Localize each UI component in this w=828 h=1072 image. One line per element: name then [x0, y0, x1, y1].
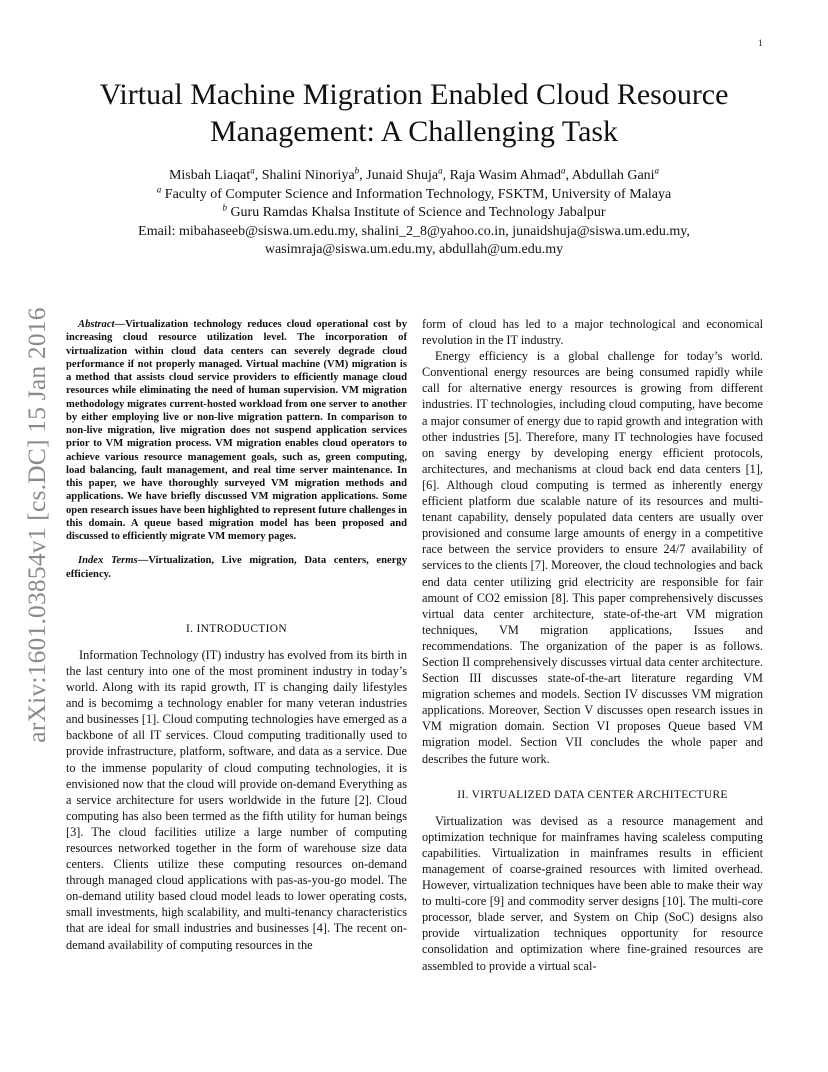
arxiv-identifier [22, 290, 52, 760]
index-terms [66, 554, 407, 581]
title-line-2: Management: A Challenging Task [209, 115, 619, 148]
author-block [70, 167, 758, 260]
index-terms-label: Index Terms [78, 555, 138, 567]
abstract [66, 318, 407, 543]
section-heading-introduction: I. INTRODUCTION [186, 622, 287, 635]
abstract-text: —Virtualization technology reduces cloud operational cost by increasing cloud resource utilization level. The incorporation of virtualization within cloud data centers can severely degrade cloud performance if not properly managed. Virtual machine (VM) migration is a method that assists cloud service providers to efficiently manage cloud resources while eliminating the need of human supervision. VM migration methodology migrates current-hosted workload from one server to another by either employing live or non-live migration pattern. In comparison to non-live migration, live migration does not suspend application services prior to VM migration process. VM migration enables cloud operators to achieve various resource management goals, such as, green computing, load balancing, fault management, and real time server maintenance. In this paper, we have thoroughly surveyed VM migration methods and applications. We have briefly discussed VM migration applications. Some open research issues have been highlighted to represent future challenges in this domain. A queue based migration model has been proposed and discussed to efficiently migrate VM memory pages. [66, 319, 407, 542]
index-terms-text: —Virtualization, Live migration, Data centers, energy efficiency. [66, 555, 407, 580]
affiliation-a: $^a$ Faculty of Computer Science and Information Technology, FSKTM, University of Malaya [156, 183, 672, 202]
affiliation-b: $^b$ Guru Ramdas Khalsa Institute of Science and Technology Jabalpur [222, 202, 606, 220]
intro-paragraph-1: Information Technology (IT) industry has evolved from its birth in the last century into one of the most prominent industry in today’s world. Along with its rapid growth, IT is changing daily lifestyles and is becomimg a technology enabler for many veteran industries and businesses [1]. Cloud computing technologies have emerged as a backbone of all IT services. Cloud computing traditionally used to provide infrastructure, platform, software, and data as a service. Due to the immense popularity of cloud computing technologies, it is envisioned now that the cloud will provide on-demand Everything as a service architecture for users worldwide in the future [2]. Cloud computing has also been termed as the fifth utility for human beings [3]. The cloud facilities utilize a large number of computing resources networked together in the form of warehouse size data centers. Clients utilize these computing resources on-demand through managed cloud applications with pas-as-you-go model. The on-demand utility based cloud model leads to lower operating costs, small investments, high scalability, and multi-tenancy characteristics that are ideal for small industries and businesses [4]. The recent on-demand availability of computing resources in the [66, 647, 407, 952]
intro-paragraph-1-continued: form of cloud has led to a major technological and economical revolution in the IT industry. [422, 317, 763, 348]
right-column [422, 316, 763, 974]
arxiv-identifier-text: arXiv:1601.03854v1 [cs.DC] 15 Jan 2016 [22, 307, 51, 743]
abstract-label: Abstract [78, 319, 115, 330]
email-line-2: wasimraja@siswa.um.edu.my, abdullah@um.edu.my [264, 242, 564, 257]
intro-paragraph-2: Energy efficiency is a global challenge for today’s world. Conventional energy resources are being consumed rapidly while call for alternative energy resources is growing from different industries. IT technologies, including cloud computing, have become a major consumer of energy due to rapid growth and integration with other industries [5]. Therefore, many IT technologies have focused on saving energy by developing energy efficient protocols, architectures, and mechanisms at cloud back end data centers [1], [6]. Although cloud computing is termed as inherently energy efficient platform due scalable nature of its resources and multi-tenant capability, densely populated data centers are usually over provisioned and consume large amounts of energy in a competitive race between the service providers to ensure 24/7 availability of services to the clients [7]. Moreover, the cloud technologies and back end data center utilizing grid electricity are responsible for fair amount of CO2 emission [8]. This paper comprehensively discusses virtual data center architecture, state-of-the-art VM migration techniques, VM migration applications, Issues and recommendations. The organization of the paper is as follows. Section II comprehensively discusses virtual data center architecture. Section III discusses state-of-the-art literature regarding VM migration schemes and models. Section IV discusses VM migration applications. Moreover, Section V discusses open research issues in VM migration domain. Section VI proposes Queue based VM migration model. Section VII concludes the whole paper and describes the future work. [422, 349, 763, 766]
email-line-1: Email: mibahaseeb@siswa.um.edu.my, shalini_2_8@yahoo.co.in, junaidshuja@siswa.um.edu.my, [138, 223, 690, 239]
left-column [66, 318, 407, 953]
title-line-1: Virtual Machine Migration Enabled Cloud Resource [99, 78, 729, 111]
section-heading-virtualized-dc: II. VIRTUALIZED DATA CENTER ARCHITECTURE [457, 788, 728, 801]
paper-title [50, 76, 778, 150]
page-number: 1 [758, 38, 763, 48]
author-names: Misbah Liaqat$^a$, Shalini Ninoriya$^b$, Junaid Shuja$^a$, Raja Wasim Ahmad$^a$, Abdullah Gani$^a$ [168, 165, 660, 183]
section2-paragraph-1: Virtualization was devised as a resource management and optimization technique for mainframes having scaleless computing capabilities. Virtualization in mainframes results in efficient management of coarse-grained resources with limited overhead. However, virtualization techniques have been able to make their way to multi-core [9] and commodity server designs [10]. The multi-core processor, blade server, and System on Chip (SoC) designs also provide virtualization techniques opportunity for resource consolidation and optimization where fine-grained resources are assembled to provide a virtual scal- [422, 813, 763, 973]
